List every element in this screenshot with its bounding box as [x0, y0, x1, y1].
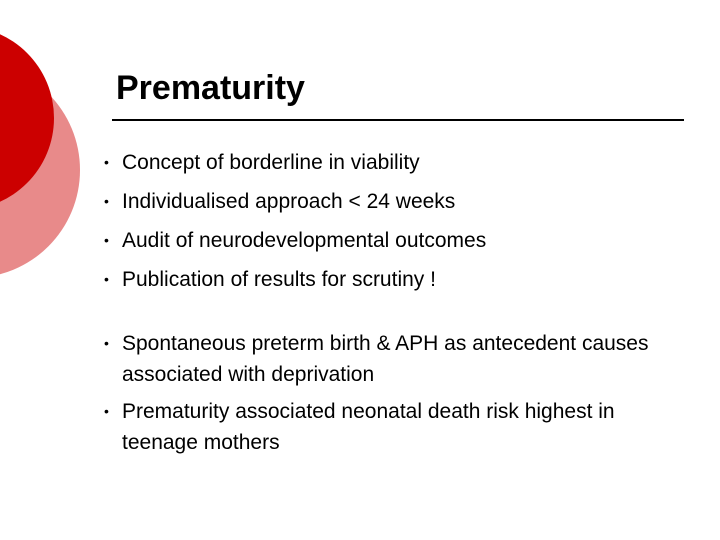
bullet-text: Spontaneous preterm birth & APH as antecedent causes associated with deprivation	[122, 332, 649, 386]
bullet-marker: •	[104, 154, 109, 170]
bullet-item	[104, 186, 694, 217]
bullet-item	[104, 396, 694, 458]
bullet-marker: •	[104, 232, 109, 248]
bullet-marker: •	[104, 335, 109, 351]
bullet-marker: •	[104, 193, 109, 209]
bullet-text: Publication of results for scrutiny !	[122, 268, 436, 291]
bullet-item	[104, 328, 694, 390]
bullet-item	[104, 147, 694, 178]
bullet-text: Prematurity associated neonatal death risk highest in teenage mothers	[122, 400, 615, 454]
bullet-text: Concept of borderline in viability	[122, 151, 420, 174]
bullet-text: Individualised approach < 24 weeks	[122, 190, 456, 213]
bullet-text: Audit of neurodevelopmental outcomes	[122, 229, 487, 252]
slide-title: Prematurity	[116, 69, 305, 107]
bullet-item	[104, 225, 694, 256]
bullet-marker: •	[104, 271, 109, 287]
bullet-item	[104, 264, 694, 295]
bullet-marker: •	[104, 403, 109, 419]
